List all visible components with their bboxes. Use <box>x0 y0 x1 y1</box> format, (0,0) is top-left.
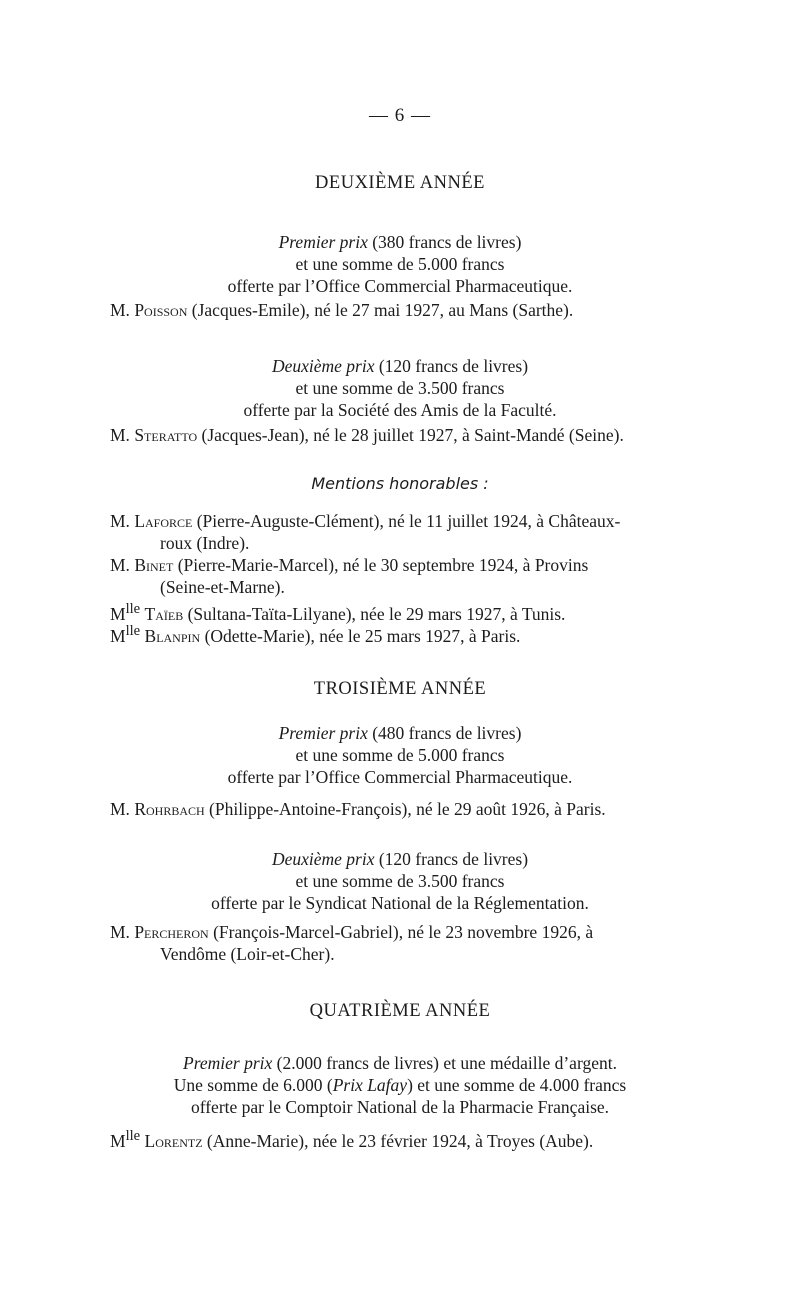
civility: M. <box>110 922 130 942</box>
mention-entry-3 <box>110 598 710 624</box>
prize-line-1 <box>0 231 800 253</box>
civility: M. <box>110 300 130 320</box>
prize-title: Premier prix <box>278 723 368 743</box>
civility: M <box>110 1130 126 1151</box>
prize-lafay: Prix Lafay <box>332 1075 408 1095</box>
troisieme-deuxieme-prix-winner <box>110 921 710 965</box>
troisieme-premier-prix-description <box>0 722 800 788</box>
heading-quatrieme-annee: QUATRIÈME ANNÉE <box>309 1001 491 1021</box>
surname: Laforce <box>134 511 193 531</box>
civility: M. <box>110 425 130 445</box>
prize-line-2: et une somme de 5.000 francs <box>295 745 505 765</box>
quatrieme-premier-prix-description <box>0 1052 800 1118</box>
winner-details: (Sultana-Taïta-Lilyane), née le 29 mars 1927, à Tunis. <box>183 603 566 624</box>
prize-line-1 <box>0 355 800 377</box>
prize-sum-a: Une somme de 6.000 ( <box>173 1075 333 1095</box>
winner-details: (Pierre-Auguste-Clément), né le 11 juillet 1924, à Châteaux- <box>192 511 621 531</box>
deuxieme-premier-prix-winner <box>110 299 710 321</box>
deuxieme-premier-prix-description <box>0 231 800 297</box>
surname: Percheron <box>134 922 209 942</box>
surname: Poisson <box>134 300 188 320</box>
prize-amount: (380 francs de livres) <box>367 232 522 252</box>
troisieme-deuxieme-prix-description <box>0 848 800 914</box>
civility: M. <box>110 799 130 819</box>
mention-entry-4 <box>110 620 710 646</box>
surname: Lorentz <box>144 1130 203 1151</box>
prize-line-3: offerte par l’Office Commercial Pharmaceutique. <box>227 276 573 296</box>
prize-line-2: et une somme de 5.000 francs <box>295 254 505 274</box>
prize-sum-b: ) et une somme de 4.000 francs <box>407 1075 627 1095</box>
prize-line-2: et une somme de 3.500 francs <box>295 871 505 891</box>
prize-line-3: offerte par le Comptoir National de la Pharmacie Française. <box>190 1097 610 1117</box>
prize-amount: (2.000 francs de livres) et une médaille d’argent. <box>272 1053 617 1073</box>
winner-details-continued: (Seine-et-Marne). <box>160 577 285 597</box>
prize-line-2: et une somme de 3.500 francs <box>295 378 505 398</box>
troisieme-premier-prix-winner <box>110 798 710 820</box>
civility-superscript: lle <box>125 601 141 617</box>
deuxieme-deuxieme-prix-description <box>0 355 800 421</box>
prize-line-3: offerte par l’Office Commercial Pharmaceutique. <box>227 767 573 787</box>
surname: Steratto <box>134 425 198 445</box>
page-number: — 6 — <box>369 105 431 126</box>
winner-details: (Philippe-Antoine-François), né le 29 août 1926, à Paris. <box>204 799 606 819</box>
quatrieme-premier-prix-winner <box>110 1125 710 1151</box>
prize-title: Deuxième prix <box>271 356 375 376</box>
winner-details-continued: Vendôme (Loir-et-Cher). <box>160 944 335 964</box>
civility: M <box>110 603 126 624</box>
civility: M <box>110 625 126 646</box>
winner-details: (Anne-Marie), née le 23 février 1924, à Troyes (Aube). <box>202 1130 594 1151</box>
prize-line-3: offerte par la Société des Amis de la Faculté. <box>243 400 557 420</box>
winner-details: (François-Marcel-Gabriel), né le 23 novembre 1926, à <box>208 922 594 942</box>
surname: Binet <box>134 555 174 575</box>
surname: Rohrbach <box>134 799 205 819</box>
winner-details: (Odette-Marie), née le 25 mars 1927, à Paris. <box>200 625 521 646</box>
prize-line-1 <box>0 722 800 744</box>
winner-details: (Jacques-Emile), né le 27 mai 1927, au Mans (Sarthe). <box>187 300 574 320</box>
surname: Taïeb <box>144 603 184 624</box>
prize-line-1 <box>0 1052 800 1074</box>
prize-title: Premier prix <box>183 1053 273 1073</box>
prize-title: Deuxième prix <box>271 849 375 869</box>
winner-details: (Pierre-Marie-Marcel), né le 30 septembre 1924, à Provins <box>173 555 589 575</box>
civility: M. <box>110 555 130 575</box>
prize-amount: (120 francs de livres) <box>374 356 529 376</box>
heading-deuxieme-annee: DEUXIÈME ANNÉE <box>315 173 485 193</box>
prize-amount: (480 francs de livres) <box>367 723 522 743</box>
winner-details-continued: roux (Indre). <box>160 533 250 553</box>
heading-troisieme-annee: TROISIÈME ANNÉE <box>313 679 487 699</box>
prize-line-2 <box>0 1074 800 1096</box>
mentions-honorables-label: Mentions honorables : <box>311 474 489 493</box>
surname: Blanpin <box>144 625 201 646</box>
winner-details: (Jacques-Jean), né le 28 juillet 1927, à Saint-Mandé (Seine). <box>197 425 624 445</box>
civility-superscript: lle <box>125 623 141 639</box>
prize-line-3: offerte par le Syndicat National de la Réglementation. <box>211 893 589 913</box>
mention-entry-2 <box>110 554 710 598</box>
civility-superscript: lle <box>125 1128 141 1144</box>
prize-title: Premier prix <box>278 232 368 252</box>
deuxieme-deuxieme-prix-winner <box>110 424 710 446</box>
civility: M. <box>110 511 130 531</box>
prize-amount: (120 francs de livres) <box>374 849 529 869</box>
prize-line-1 <box>0 848 800 870</box>
mention-entry-1 <box>110 510 710 554</box>
